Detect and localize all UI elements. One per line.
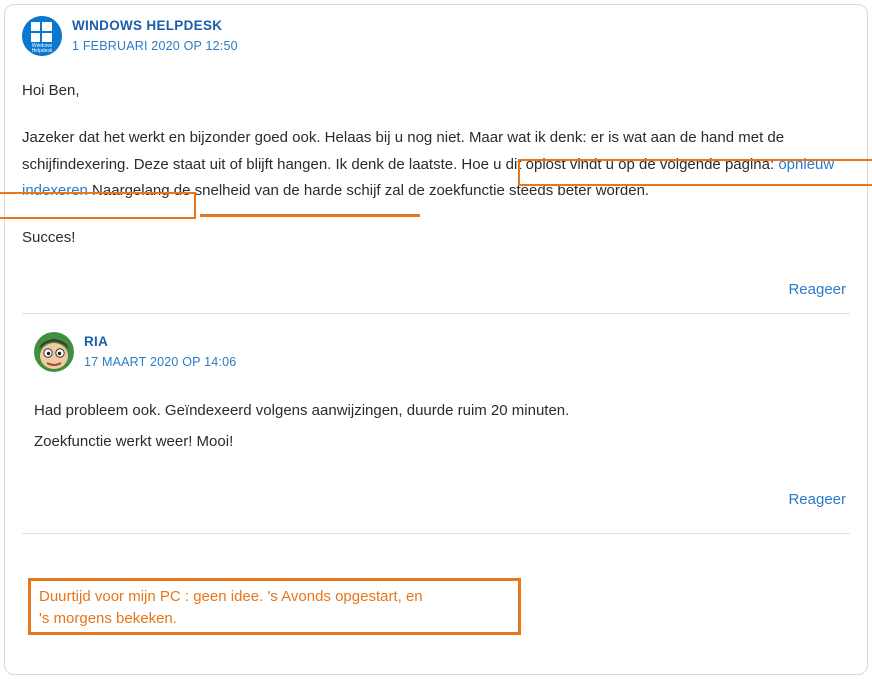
paragraph-spacer-2: [22, 204, 848, 225]
comment-author-2: RIA: [84, 334, 109, 350]
reply-button[interactable]: Reageer: [788, 281, 846, 299]
comment-header: [14, 16, 858, 56]
comment-body: [14, 78, 858, 251]
comment-body-2: [14, 398, 858, 455]
comment-meta-2: [84, 332, 236, 370]
comment-windows-helpdesk: [14, 16, 858, 299]
paragraph-part-2: Naargelang de snelheid van de harde schijf zal de zoekfunctie steeds beter worden.: [87, 181, 650, 199]
annotation-note-line-1: Duurtijd voor mijn PC : geen idee. 's Avonds opgestart, en: [39, 588, 423, 605]
comment-divider: [22, 313, 850, 314]
svg-text:Windows: Windows: [31, 43, 53, 49]
closing-text: Succes!: [22, 229, 76, 246]
comment-line-2: Zoekfunctie werkt weer! Mooi!: [34, 432, 234, 450]
comment-meta: [72, 16, 238, 54]
comment-date: 1 FEBRUARI 2020 OP 12:50: [72, 38, 238, 53]
comment-author: WINDOWS HELPDESK: [72, 18, 223, 33]
cartoon-face-avatar-icon: [34, 332, 74, 372]
annotation-note-line-2: 's morgens bekeken.: [39, 609, 177, 627]
comment-ria: [14, 332, 858, 509]
reply-row-2: [14, 491, 858, 509]
comment-date-2: 17 MAART 2020 OP 14:06: [84, 355, 237, 370]
annotation-note-box: [28, 578, 521, 635]
comment-header-2: [14, 332, 858, 372]
greeting-text: Hoi Ben,: [22, 82, 80, 99]
paragraph-spacer: [22, 104, 848, 125]
main-paragraph: [22, 125, 848, 204]
reply-row: [14, 281, 858, 299]
paragraph-part-1: Jazeker dat het werkt en bijzonder goed ook. Helaas bij u nog niet. Maar wat ik denk: er is wat aan de hand met de schijfindexering. Deze staat uit of blijft hangen. Ik denk de laatste. Hoe u dit oplost vindt u op de volgende pagina:: [22, 129, 785, 173]
opnieuw-indexeren-link[interactable]: opnieuw indexeren: [22, 155, 835, 199]
comment-line-1: Had probleem ook. Geïndexeerd volgens aanwijzingen, duurde ruim 20 minuten.: [34, 402, 570, 420]
svg-text:Helpdesk: Helpdesk: [31, 48, 53, 54]
windows-logo-avatar-icon: [22, 16, 62, 56]
reply-button-2[interactable]: Reageer: [788, 490, 846, 508]
comment-divider-2: [22, 533, 850, 534]
